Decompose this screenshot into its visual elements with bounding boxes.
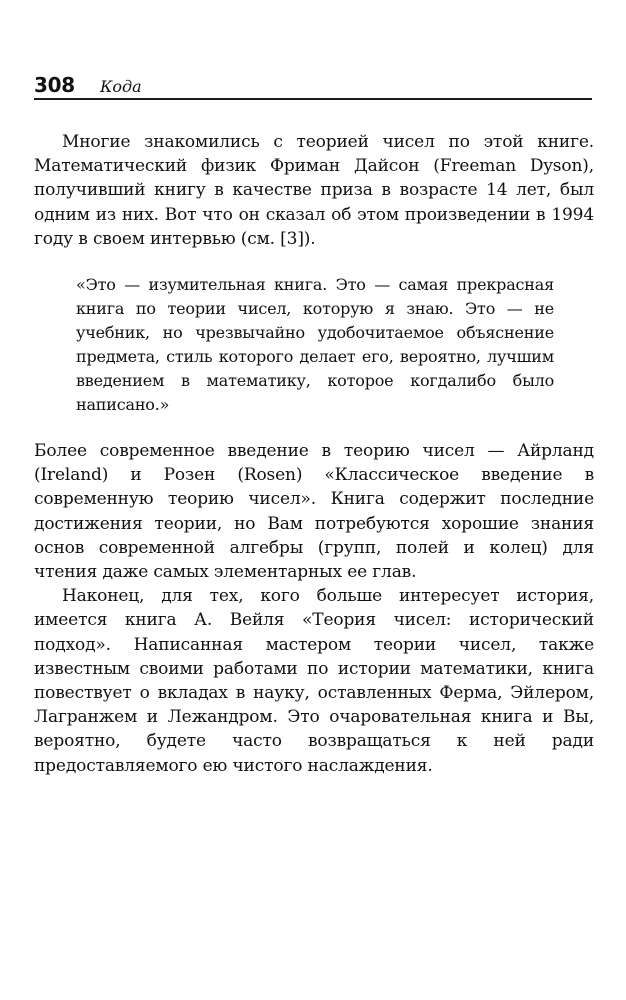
paragraph-ireland-rosen: Более современное введение в теорию чисел — Айрланд (Ireland) и Розен (Rosen) «Классическое введение в современную теорию чисел». Книга содержит последние достижения теории, но Вам потребуются хорошие знания основ современной алгебры (групп, полей и колец) для чтения даже самых элементарных ее глав. bbox=[34, 441, 594, 583]
page-number: 308 bbox=[34, 73, 75, 97]
running-header bbox=[34, 74, 592, 100]
running-title: Кода bbox=[100, 77, 142, 96]
main-text bbox=[34, 130, 594, 778]
paragraph-dyson-intro: Многие знакомились с теорией чисел по этой книге. Математический физик Фриман Дайсон (Freeman Dyson), получивший книгу в качестве приза в возрасте 14 лет, был одним из них. Вот что он сказал об этом произведении в 1994 году в своем интервью (см. [3]). bbox=[34, 132, 594, 249]
paragraph-weil: Наконец, для тех, кого больше интересует история, имеется книга А. Вейля «Теория чисел: исторический подход». Написанная мастером теории чисел, также известным своими работами по истории математики, книга повествует о вкладах в науку, оставленных Ферма, Эйлером, Лагранжем и Лежандром. Это очаровательная книга и Вы, вероятно, будете часто возвращаться к ней ради предоставляемого ею чистого наслаждения. bbox=[34, 586, 594, 776]
dyson-quote: «Это — изумительная книга. Это — самая прекрасная книга по теории чисел, которую я знаю. Это — не учебник, но чрезвычайно удобочитаемое объяснение предмета, стиль которого делает его, вероятно, лучшим введением в математику, которое когдалибо было написано.» bbox=[76, 275, 554, 415]
